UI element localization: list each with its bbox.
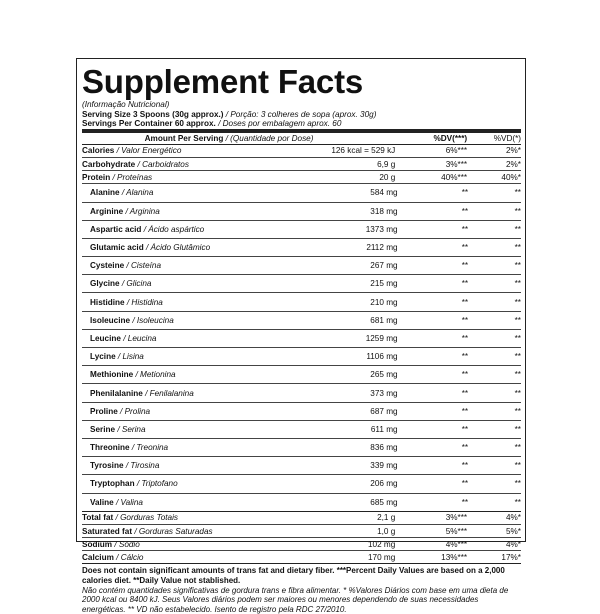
nutrient-name-en: Isoleucine xyxy=(90,315,131,325)
nutrient-name xyxy=(82,225,317,234)
header-amount-spacer xyxy=(313,133,395,144)
nutrient-name-pt: / Serina xyxy=(117,424,146,434)
nutrient-vd: ** xyxy=(514,243,521,252)
table-row xyxy=(82,275,521,293)
nutrient-name xyxy=(82,160,313,169)
table-row xyxy=(82,475,521,493)
nutrient-vd: 4%* xyxy=(505,539,521,549)
nutrient-name-en: Serine xyxy=(90,424,116,434)
nutrient-name-pt: / Histidina xyxy=(126,297,163,307)
nutrient-name-en: Methionine xyxy=(90,370,134,380)
table-row xyxy=(82,494,521,512)
nutrient-name-en: Carbohydrate xyxy=(82,159,136,169)
nutrient-amount: 210 mg xyxy=(370,297,398,307)
nutrient-name-en: Saturated fat xyxy=(82,526,133,536)
nutrient-amount: 373 mg xyxy=(370,388,398,398)
nutrient-amount: 2,1 g xyxy=(377,513,396,523)
nutrient-name-en: Histidine xyxy=(90,297,125,307)
nutrient-name-en: Valine xyxy=(90,497,114,507)
nutrient-name-en: Calories xyxy=(82,146,115,156)
nutrient-name-en: Tyrosine xyxy=(90,461,124,471)
nutrient-amount: 611 mg xyxy=(370,424,398,434)
nutrient-dv: ** xyxy=(461,188,469,198)
nutrient-vd: ** xyxy=(514,333,521,343)
nutrient-dv: ** xyxy=(461,443,469,453)
nutrient-name xyxy=(82,389,317,398)
nutrient-name-pt: / Gorduras Totais xyxy=(115,513,179,523)
nutrient-name xyxy=(82,461,317,470)
nutrient-dv: ** xyxy=(461,297,469,307)
nutrient-vd: ** xyxy=(514,206,521,216)
nutrient-amount: 265 mg xyxy=(370,370,398,380)
nutrient-vd: ** xyxy=(514,188,521,198)
table-row xyxy=(82,145,521,158)
nutrient-name xyxy=(82,279,317,288)
table-row xyxy=(82,551,521,564)
nutrient-name-pt: / Lisina xyxy=(117,352,144,362)
nutrient-vd: 2%* xyxy=(505,146,521,156)
nutrient-amount: 1106 mg xyxy=(366,352,398,362)
table-row xyxy=(82,538,521,551)
nutrient-amount: 1373 mg xyxy=(365,224,398,234)
nutrient-name-pt: / Gorduras Saturadas xyxy=(134,526,213,536)
nutrient-name-en: Cysteine xyxy=(90,261,125,271)
subtitle-pt: (Informação Nutricional) xyxy=(82,100,170,109)
table-row xyxy=(82,184,521,202)
nutrient-vd: ** xyxy=(514,443,521,453)
nutrient-name xyxy=(82,540,313,549)
table-row xyxy=(82,330,521,348)
nutrient-name xyxy=(82,553,313,562)
nutrient-dv: ** xyxy=(461,333,469,343)
table-row xyxy=(82,384,521,402)
nutrient-vd: ** xyxy=(514,461,521,471)
nutrient-name xyxy=(82,316,317,325)
nutrient-name xyxy=(82,334,317,343)
nutrient-amount: 1,0 g xyxy=(377,526,396,536)
nutrient-amount: 267 mg xyxy=(370,261,398,271)
nutrient-name-en: Protein xyxy=(82,172,111,182)
rows-top xyxy=(82,145,521,185)
nutrient-name xyxy=(82,146,313,155)
nutrient-dv: ** xyxy=(461,497,469,507)
nutrient-vd: 17%* xyxy=(501,552,521,562)
nutrient-name xyxy=(82,243,317,252)
nutrient-amount: 318 mg xyxy=(370,206,398,216)
nutrient-dv: ** xyxy=(461,206,469,216)
table-row xyxy=(82,421,521,439)
nutrient-dv: 3%*** xyxy=(445,513,468,523)
nutrient-name-pt: / Valor Energético xyxy=(116,146,182,156)
nutrient-dv: ** xyxy=(461,279,469,289)
nutrient-name xyxy=(82,498,317,507)
table-row xyxy=(82,403,521,421)
table-row xyxy=(82,366,521,384)
table-row xyxy=(82,171,521,184)
header-amount-pt: / (Quantidade por Dose) xyxy=(225,133,314,143)
nutrient-vd: ** xyxy=(514,406,521,416)
table-row xyxy=(82,525,521,538)
nutrient-dv: ** xyxy=(461,424,469,434)
nutrient-amount: 681 mg xyxy=(370,315,398,325)
nutrient-name-en: Aspartic acid xyxy=(90,224,142,234)
nutrient-name-en: Total fat xyxy=(82,513,114,523)
nutrient-dv: ** xyxy=(461,352,469,362)
nutrient-dv: ** xyxy=(461,224,469,234)
nutrient-dv: ** xyxy=(461,243,469,252)
nutrient-name-pt: / Prolina xyxy=(120,406,151,416)
nutrient-amount: 2112 mg xyxy=(366,243,398,252)
nutrient-dv: 6%*** xyxy=(445,146,468,156)
nutrient-name-en: Phenilalanine xyxy=(90,388,143,398)
nutrient-name-en: Lycine xyxy=(90,352,116,362)
nutrient-name-pt: / Isoleucina xyxy=(132,315,174,325)
nutrient-dv: 3%*** xyxy=(445,159,468,169)
rows-bottom xyxy=(82,512,521,565)
footnote-pt: Não contém quantidades significativas de gordura trans e fibra alimentar. * %Valores Diários com base em uma dieta de 2000 kcal ou 8400 kJ. Seus Valores diários podem ser maiores ou menores dependendo de suas necessidades energéticas. ** VD não estabelecido. Isento de registro pela RDC 27/2010. xyxy=(82,585,509,614)
nutrient-name-pt: / Alanina xyxy=(121,188,154,198)
table-row xyxy=(82,221,521,239)
rows-amino-acids xyxy=(82,184,521,511)
nutrient-name-en: Threonine xyxy=(90,443,130,453)
nutrient-name-en: Leucine xyxy=(90,333,121,343)
nutrient-dv: 40%*** xyxy=(441,172,468,182)
servings-per-container-en: Servings Per Container 60 approx. xyxy=(82,119,216,129)
nutrient-name-pt: / Ácido Glutâmico xyxy=(145,243,211,252)
header-amount-en: Amount Per Serving xyxy=(144,133,224,143)
header-amount xyxy=(82,133,313,144)
nutrient-dv: ** xyxy=(461,388,469,398)
nutrient-dv: ** xyxy=(461,315,469,325)
nutrient-dv: 5%*** xyxy=(445,526,468,536)
nutrient-name xyxy=(82,513,313,522)
nutrient-name-pt: / Valina xyxy=(115,497,143,507)
table-row xyxy=(82,439,521,457)
servings-per-container-pt: / Doses por embalagem aprox. 60 xyxy=(218,119,342,129)
nutrient-name xyxy=(82,298,317,307)
nutrient-name xyxy=(82,443,317,452)
nutrient-name-en: Tryptophan xyxy=(90,479,135,489)
table-row xyxy=(82,312,521,330)
table-row xyxy=(82,293,521,311)
nutrient-amount: 126 kcal = 529 kJ xyxy=(331,146,396,156)
nutrient-name-en: Alanine xyxy=(90,188,120,198)
nutrient-name xyxy=(82,261,317,270)
nutrient-amount: 1259 mg xyxy=(365,333,398,343)
nutrient-vd: ** xyxy=(514,388,521,398)
nutrient-vd: 4%* xyxy=(505,513,521,523)
panel-title: Supplement Facts xyxy=(82,63,364,100)
serving-size-en: Serving Size 3 Spoons (30g approx.) xyxy=(82,109,224,119)
header-vd: %VD(*) xyxy=(493,133,521,143)
nutrient-name-pt: / Ácido aspártico xyxy=(143,224,205,234)
nutrient-vd: ** xyxy=(514,224,521,234)
servings-per-container-line xyxy=(82,119,521,129)
serving-size-pt: / Porção: 3 colheres de sopa (aprox. 30g) xyxy=(225,109,377,119)
nutrient-name-en: Arginine xyxy=(90,206,124,216)
nutrient-name xyxy=(82,370,317,379)
table-row xyxy=(82,203,521,221)
nutrient-name-pt: / Metionina xyxy=(135,370,176,380)
nutrient-dv: ** xyxy=(461,479,469,489)
supplement-facts-panel xyxy=(76,58,526,614)
nutrient-vd: ** xyxy=(514,424,521,434)
nutrient-name xyxy=(82,425,317,434)
nutrient-name-pt: / Treonina xyxy=(131,443,169,453)
nutrient-name xyxy=(82,527,313,536)
nutrient-name-en: Glycine xyxy=(90,279,120,289)
nutrient-name-pt: / Tirosina xyxy=(125,461,160,471)
table-row xyxy=(82,348,521,366)
footnote-en: Does not contain significant amounts of trans fat and dietary fiber. ***Percent Daily Values are based on a 2,000 calories diet. **Daily Value not stablished. xyxy=(82,566,505,586)
nutrient-vd: ** xyxy=(514,497,521,507)
nutrient-name-pt: / Sódio xyxy=(114,539,140,549)
table-row xyxy=(82,457,521,475)
nutrient-amount: 215 mg xyxy=(370,279,398,289)
table-row xyxy=(82,158,521,171)
nutrient-name-pt: / Carboidratos xyxy=(137,159,189,169)
nutrient-name-pt: / Fenilalanina xyxy=(145,388,194,398)
nutrient-vd: ** xyxy=(514,479,521,489)
nutrient-amount: 206 mg xyxy=(370,479,398,489)
nutrient-amount: 170 mg xyxy=(367,552,396,562)
nutrient-vd: ** xyxy=(514,315,521,325)
nutrient-name xyxy=(82,479,317,488)
nutrient-name-en: Proline xyxy=(90,406,118,416)
nutrient-dv: ** xyxy=(461,370,469,380)
nutrient-vd: ** xyxy=(514,352,521,362)
nutrient-amount: 685 mg xyxy=(370,497,398,507)
nutrient-amount: 102 mg xyxy=(367,539,396,549)
nutrient-name-pt: / Cálcio xyxy=(116,552,144,562)
serving-size-line xyxy=(82,110,521,120)
nutrient-name-pt: / Leucina xyxy=(123,333,157,343)
nutrient-name xyxy=(82,188,317,197)
nutrient-dv: ** xyxy=(461,261,469,271)
table-row xyxy=(82,512,521,525)
nutrient-vd: ** xyxy=(514,297,521,307)
nutrient-amount: 687 mg xyxy=(370,406,398,416)
nutrient-name-en: Sodium xyxy=(82,539,113,549)
nutrient-vd: 40%* xyxy=(501,172,521,182)
nutrient-name-pt: / Triptofano xyxy=(136,479,178,489)
header-dv: %DV(***) xyxy=(433,133,468,143)
nutrient-name xyxy=(82,173,313,182)
nutrient-dv: 13%*** xyxy=(441,552,468,562)
nutrient-dv: ** xyxy=(461,406,469,416)
nutrient-name-en: Calcium xyxy=(82,552,114,562)
nutrient-name-en: Glutamic acid xyxy=(90,243,144,252)
nutrient-vd: 2%* xyxy=(505,159,521,169)
nutrient-dv: 4%*** xyxy=(445,539,468,549)
nutrient-name-pt: / Cisteína xyxy=(126,261,162,271)
nutrient-name xyxy=(82,407,317,416)
nutrient-name-pt: / Proteínas xyxy=(112,172,153,182)
nutrient-amount: 6,9 g xyxy=(377,159,396,169)
nutrient-vd: 5%* xyxy=(505,526,521,536)
nutrient-dv: ** xyxy=(461,461,469,471)
nutrient-name xyxy=(82,352,317,361)
nutrient-amount: 836 mg xyxy=(370,443,398,453)
nutrient-vd: ** xyxy=(514,261,521,271)
nutrient-vd: ** xyxy=(514,370,521,380)
nutrient-name-pt: / Glicina xyxy=(121,279,152,289)
nutrient-name-pt: / Arginina xyxy=(125,206,160,216)
nutrient-amount: 339 mg xyxy=(370,461,398,471)
footnotes xyxy=(82,566,521,614)
nutrient-vd: ** xyxy=(514,279,521,289)
table-row xyxy=(82,257,521,275)
table-header xyxy=(82,133,521,145)
table-row xyxy=(82,239,521,257)
nutrient-name xyxy=(82,207,317,216)
nutrient-amount: 584 mg xyxy=(370,188,398,198)
nutrient-amount: 20 g xyxy=(379,172,396,182)
